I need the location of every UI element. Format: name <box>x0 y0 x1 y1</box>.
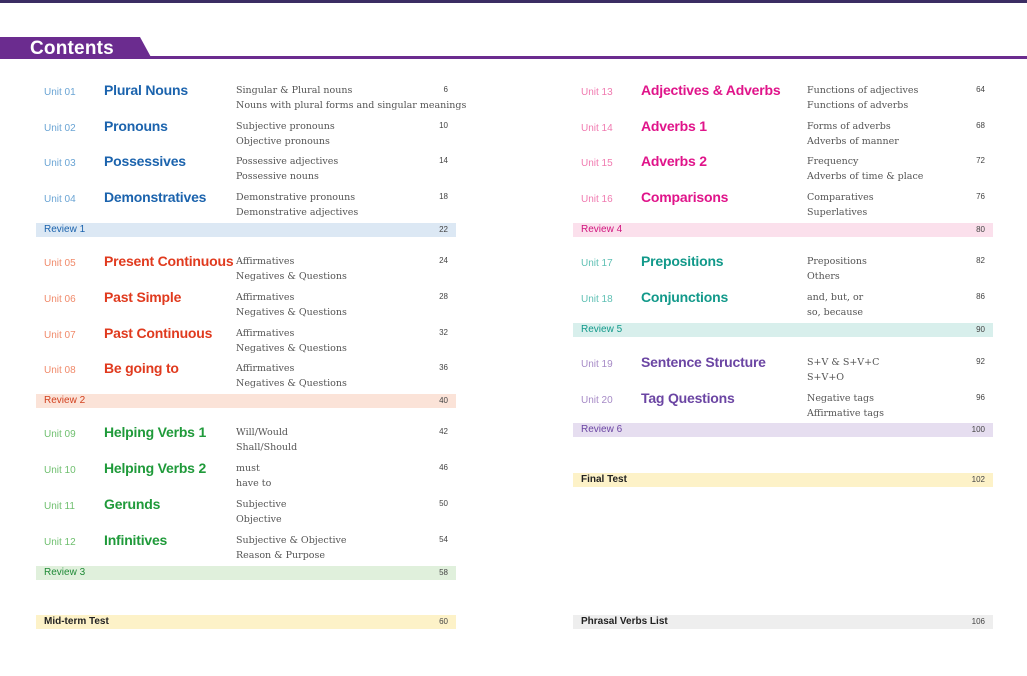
unit-topic-1: Negative tags <box>807 393 874 404</box>
page-number: 76 <box>976 192 985 201</box>
unit-number: Unit 13 <box>581 87 613 98</box>
page-number: 90 <box>976 325 985 334</box>
test-row[interactable] <box>573 473 993 487</box>
unit-topic-1: S+V & S+V+C <box>807 357 880 368</box>
unit-entry[interactable] <box>573 291 993 325</box>
unit-number: Unit 17 <box>581 258 613 269</box>
unit-topic-1: Subjective pronouns <box>236 121 335 132</box>
review-label: Review 1 <box>44 224 86 235</box>
unit-number: Unit 06 <box>44 294 76 305</box>
unit-entry[interactable] <box>36 426 456 460</box>
unit-number: Unit 18 <box>581 294 613 305</box>
review-label: Review 3 <box>44 567 86 578</box>
unit-title: Gerunds <box>104 496 161 512</box>
unit-title: Helping Verbs 1 <box>104 424 207 440</box>
unit-entry[interactable] <box>36 291 456 325</box>
appendix-label: Phrasal Verbs List <box>581 616 668 627</box>
page-number: 80 <box>976 225 985 234</box>
page-title: Contents <box>30 38 114 59</box>
unit-title: Infinitives <box>104 532 168 548</box>
page-number: 24 <box>439 256 448 265</box>
test-row[interactable] <box>36 615 456 629</box>
unit-number: Unit 01 <box>44 87 76 98</box>
page-number: 18 <box>439 192 448 201</box>
unit-entry[interactable] <box>573 392 993 426</box>
unit-title: Helping Verbs 2 <box>104 460 207 476</box>
unit-topic-2: so, because <box>807 307 863 318</box>
unit-topic-1: Demonstrative pronouns <box>236 192 356 203</box>
page-number: 28 <box>439 292 448 301</box>
page-number: 58 <box>439 568 448 577</box>
unit-topic-2: Negatives & Questions <box>236 343 347 354</box>
unit-topic-2: Adverbs of manner <box>807 136 899 147</box>
unit-title: Tag Questions <box>641 390 735 406</box>
unit-topic-2: Negatives & Questions <box>236 307 347 318</box>
unit-number: Unit 14 <box>581 123 613 134</box>
unit-title: Demonstratives <box>104 189 207 205</box>
unit-number: Unit 04 <box>44 194 76 205</box>
unit-topic-1: Functions of adjectives <box>807 85 919 96</box>
unit-number: Unit 15 <box>581 158 613 169</box>
page-number: 82 <box>976 256 985 265</box>
unit-entry[interactable] <box>36 327 456 361</box>
page-number: 6 <box>443 85 448 94</box>
appendix-row[interactable] <box>573 615 993 629</box>
unit-title: Adjectives & Adverbs <box>641 82 781 98</box>
page-number: 96 <box>976 393 985 402</box>
page-number: 54 <box>439 535 448 544</box>
page-number: 14 <box>439 156 448 165</box>
unit-title: Conjunctions <box>641 289 729 305</box>
review-row[interactable] <box>573 223 993 237</box>
unit-number: Unit 03 <box>44 158 76 169</box>
unit-topic-2: Negatives & Questions <box>236 271 347 282</box>
page-number: 64 <box>976 85 985 94</box>
unit-title: Past Continuous <box>104 325 213 341</box>
test-label: Mid-term Test <box>44 616 109 627</box>
unit-number: Unit 09 <box>44 429 76 440</box>
unit-number: Unit 02 <box>44 123 76 134</box>
unit-entry[interactable] <box>36 82 467 118</box>
page-number: 32 <box>439 328 448 337</box>
unit-number: Unit 16 <box>581 194 613 205</box>
unit-topic-1: Forms of adverbs <box>807 121 891 132</box>
unit-title: Past Simple <box>104 289 182 305</box>
unit-title: Plural Nouns <box>104 82 188 98</box>
page-number: 68 <box>976 121 985 130</box>
unit-title: Adverbs 2 <box>641 153 707 169</box>
top-border-line <box>0 0 1027 3</box>
unit-topic-2: Affirmative tags <box>807 408 884 419</box>
unit-title: Pronouns <box>104 118 168 134</box>
unit-entry[interactable] <box>36 255 456 289</box>
unit-topic-2: Objective pronouns <box>236 136 330 147</box>
page-number: 10 <box>439 121 448 130</box>
review-label: Review 4 <box>581 224 623 235</box>
unit-topic-1: Affirmatives <box>236 292 295 303</box>
page-number: 92 <box>976 357 985 366</box>
unit-topic-1: Subjective <box>236 499 287 510</box>
review-row[interactable] <box>573 423 993 437</box>
unit-topic-1: Comparatives <box>807 192 874 203</box>
unit-entry[interactable] <box>573 255 993 289</box>
unit-topic-2: S+V+O <box>807 372 845 383</box>
unit-topic-2: have to <box>236 478 272 489</box>
page-number: 46 <box>439 463 448 472</box>
unit-topic-1: Affirmatives <box>236 256 295 267</box>
page-number: 22 <box>439 225 448 234</box>
unit-topic-2: Shall/Should <box>236 442 298 453</box>
page-number: 42 <box>439 427 448 436</box>
review-row[interactable] <box>36 223 456 237</box>
page-number: 36 <box>439 363 448 372</box>
page-number: 100 <box>971 425 985 434</box>
header-rule <box>0 56 1027 59</box>
unit-topic-1: Subjective & Objective <box>236 535 347 546</box>
unit-topic-1: Singular & Plural nouns <box>236 85 353 96</box>
unit-number: Unit 11 <box>44 501 75 512</box>
page-number: 72 <box>976 156 985 165</box>
unit-number: Unit 05 <box>44 258 76 269</box>
page-number: 50 <box>439 499 448 508</box>
unit-topic-2: Objective <box>236 514 282 525</box>
page-number: 60 <box>439 617 448 626</box>
unit-number: Unit 10 <box>44 465 76 476</box>
unit-topic-2: Reason & Purpose <box>236 550 325 561</box>
unit-entry[interactable] <box>36 498 456 532</box>
unit-topic-1: Affirmatives <box>236 363 295 374</box>
unit-number: Unit 07 <box>44 330 76 341</box>
unit-entry[interactable] <box>36 362 456 396</box>
unit-number: Unit 20 <box>581 395 613 406</box>
unit-topic-2: Possessive nouns <box>236 171 319 182</box>
unit-entry[interactable] <box>573 84 993 118</box>
unit-topic-1: Possessive adjectives <box>236 156 339 167</box>
unit-entry[interactable] <box>573 356 993 390</box>
unit-topic-2: Negatives & Questions <box>236 378 347 389</box>
review-label: Review 6 <box>581 424 623 435</box>
unit-title: Comparisons <box>641 189 729 205</box>
unit-title: Prepositions <box>641 253 724 269</box>
unit-entry[interactable] <box>36 120 456 154</box>
unit-title: Present Continuous <box>104 253 234 269</box>
unit-entry[interactable] <box>573 191 993 225</box>
test-label: Final Test <box>581 474 627 485</box>
unit-title: Sentence Structure <box>641 354 766 370</box>
review-row[interactable] <box>36 566 456 580</box>
unit-number: Unit 08 <box>44 365 76 376</box>
unit-topic-2: Nouns with plural forms and singular meanings <box>236 100 467 111</box>
unit-topic-2: Superlatives <box>807 207 868 218</box>
review-label: Review 5 <box>581 324 623 335</box>
unit-topic-2: Demonstrative adjectives <box>236 207 359 218</box>
unit-title: Adverbs 1 <box>641 118 707 134</box>
unit-title: Possessives <box>104 153 186 169</box>
unit-entry[interactable] <box>36 191 456 225</box>
review-row[interactable] <box>36 394 456 408</box>
unit-topic-1: must <box>236 463 260 474</box>
unit-topic-2: Others <box>807 271 840 282</box>
unit-entry[interactable] <box>36 155 456 189</box>
unit-topic-1: Prepositions <box>807 256 867 267</box>
unit-entry[interactable] <box>36 534 456 568</box>
page-number: 106 <box>971 617 985 626</box>
unit-topic-1: and, but, or <box>807 292 864 303</box>
unit-entry[interactable] <box>573 155 993 189</box>
page-number: 102 <box>971 475 985 484</box>
unit-title: Be going to <box>104 360 179 376</box>
review-label: Review 2 <box>44 395 86 406</box>
unit-topic-2: Functions of adverbs <box>807 100 909 111</box>
unit-topic-1: Affirmatives <box>236 328 295 339</box>
unit-topic-1: Will/Would <box>236 427 288 438</box>
unit-topic-2: Adverbs of time & place <box>807 171 924 182</box>
unit-number: Unit 12 <box>44 537 76 548</box>
review-row[interactable] <box>573 323 993 337</box>
unit-number: Unit 19 <box>581 359 613 370</box>
page-number: 86 <box>976 292 985 301</box>
unit-entry[interactable] <box>573 120 993 154</box>
page-number: 40 <box>439 396 448 405</box>
unit-topic-1: Frequency <box>807 156 859 167</box>
unit-entry[interactable] <box>36 462 456 496</box>
